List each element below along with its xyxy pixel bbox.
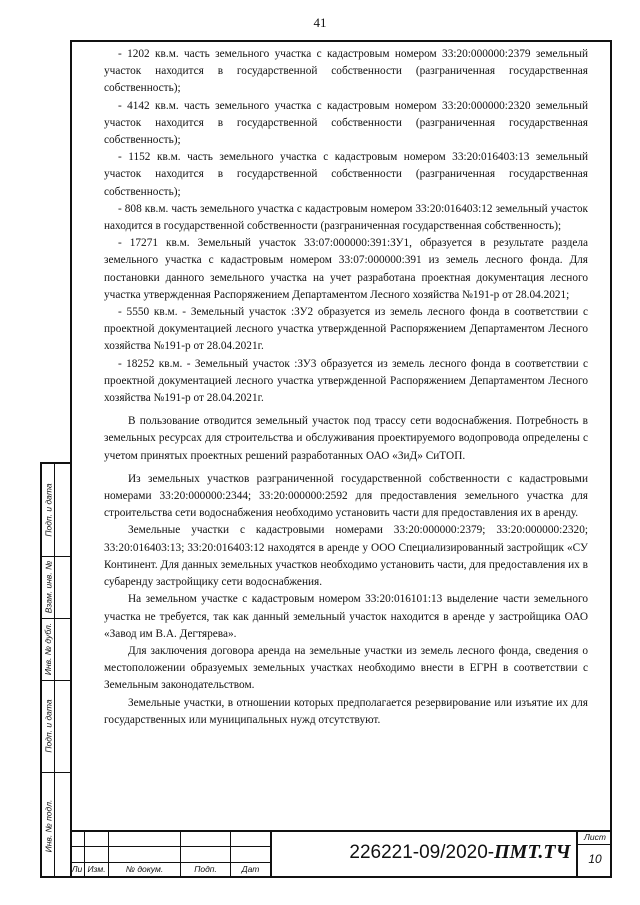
- stamp-line: [270, 830, 272, 878]
- list-item: - 808 кв.м. часть земельного участка с кадастровым номером 33:20:016403:12 земельный участок находится в государственной собственности (разграниченная государственная собственность);: [104, 202, 588, 233]
- stamp-col-sign: Подп.: [194, 864, 217, 874]
- paragraph: Из земельных участков разграниченной государственной собственности с кадастровыми номерами 33:20:000000:2344; 33:20:000000:2592 для предоставления земельного участка для строительства сети водоснабжения необходимо установить части для предоставления их в аренду.: [104, 472, 588, 520]
- stamp-col-docno: № докум.: [125, 864, 164, 874]
- stamp-col-date: Дат: [241, 864, 260, 874]
- paragraph: На земельном участке с кадастровым номером 33:20:016101:13 выделение части земельного участка не требуется, так как данный земельный участок находится в аренде у застройщика ОАО «Завод им В.А. Дегтярева».: [104, 593, 588, 640]
- list-item: - 17271 кв.м. Земельный участок 33:07:000000:391:ЗУ1, образуется в результате раздела земельного участка с кадастровым номером 33:07:000000:391 из земель лесного фонда. Для постановки данного земельного участка на учет разработана проектная документация лесного участка утвержденная Распоряжением Департаментом Лесного хозяйства №191-р от 28.04.2021;: [104, 237, 588, 301]
- list-item: - 5550 кв.м. - Земельный участок :ЗУ2 образуется из земель лесного фонда в соответствии с проектной документацией лесного участка утвержденной Распоряжением Департаментом Лесного хозяйства №191-р от 28.04.2021г.: [104, 306, 588, 353]
- page-number: 41: [313, 15, 327, 30]
- list-item: - 1152 кв.м. часть земельного участка с кадастровым номером 33:20:016403:13 земельный участок находится в государственной собственности (разграниченная государственная собственность);: [104, 151, 588, 198]
- list-item: - 4142 кв.м. часть земельного участка с кадастровым номером 33:20:000000:2320 земельный участок находится в государственной собственности (разграниченная государственная собственность);: [104, 99, 588, 147]
- sheet-label: Лист: [584, 832, 606, 842]
- stamp-col-sheet: Ли: [71, 864, 83, 874]
- list-item: - 18252 кв.м. - Земельный участок :ЗУ3 образуется из земель лесного фонда в соответствии с проектной документацией лесного участка утвержденной Распоряжением Департаментом Лесного хозяйства №191-р от 28.04.2021г.: [104, 357, 588, 405]
- side-label-sign-date-2: Подп. и дата: [43, 699, 54, 753]
- paragraph: В пользование отводится земельный участок под трассу сети водоснабжения. Потребность в земельных ресурсах для строительства и обслуживания проектируемого водопровода определены с учетом принятых проектных решений разработанных ОАО «ЗиД» СиТОП.: [104, 415, 588, 462]
- stamp-line: [70, 846, 270, 847]
- stamp-line: [70, 830, 612, 832]
- side-label-sign-date: Подп. и дата: [43, 483, 54, 537]
- side-label-dup-inv: Инв. № дубл.: [43, 622, 54, 676]
- stamp-line: [70, 862, 270, 863]
- title-block: [70, 830, 612, 878]
- side-label-original-inv: Инв. № подл.: [43, 799, 54, 853]
- list-item: - 1202 кв.м. часть земельного участка с кадастровым номером 33:20:000000:2379 земельный участок находится в государственной собственности (разграниченная государственная собственность);: [104, 48, 588, 95]
- document-code: 226221-09/2020-ПМТ.ТЧ: [349, 841, 571, 863]
- sheet-number: 10: [588, 852, 602, 866]
- side-label-replace-inv: Взам. инв. №: [43, 560, 54, 614]
- paragraph: Для заключения договора аренда на земельные участки из земель лесного фонда, сведения о местоположении образуемых земельных участках необходимо внести в ЕГРН в соответствии с Земельным законодательством.: [104, 644, 588, 692]
- stamp-col-change: Изм.: [87, 864, 106, 874]
- document-body: [104, 46, 588, 729]
- side-approval-strip: [40, 462, 70, 878]
- paragraph: Земельные участки с кадастровыми номерами 33:20:000000:2379; 33:20:000000:2320; 33:20:016403:13; 33:20:016403:12 находятся в аренде у ООО Специализированный застройщик «СУ Континент. Для данных земельных участков необходимо установить части, для предоставления их в субаренду застройщику сети водоснабжения.: [104, 524, 588, 589]
- paragraph: Земельные участки, в отношении которых предполагается резервирование или изъятие их для государственных или муниципальных нужд отсутствуют.: [104, 696, 588, 726]
